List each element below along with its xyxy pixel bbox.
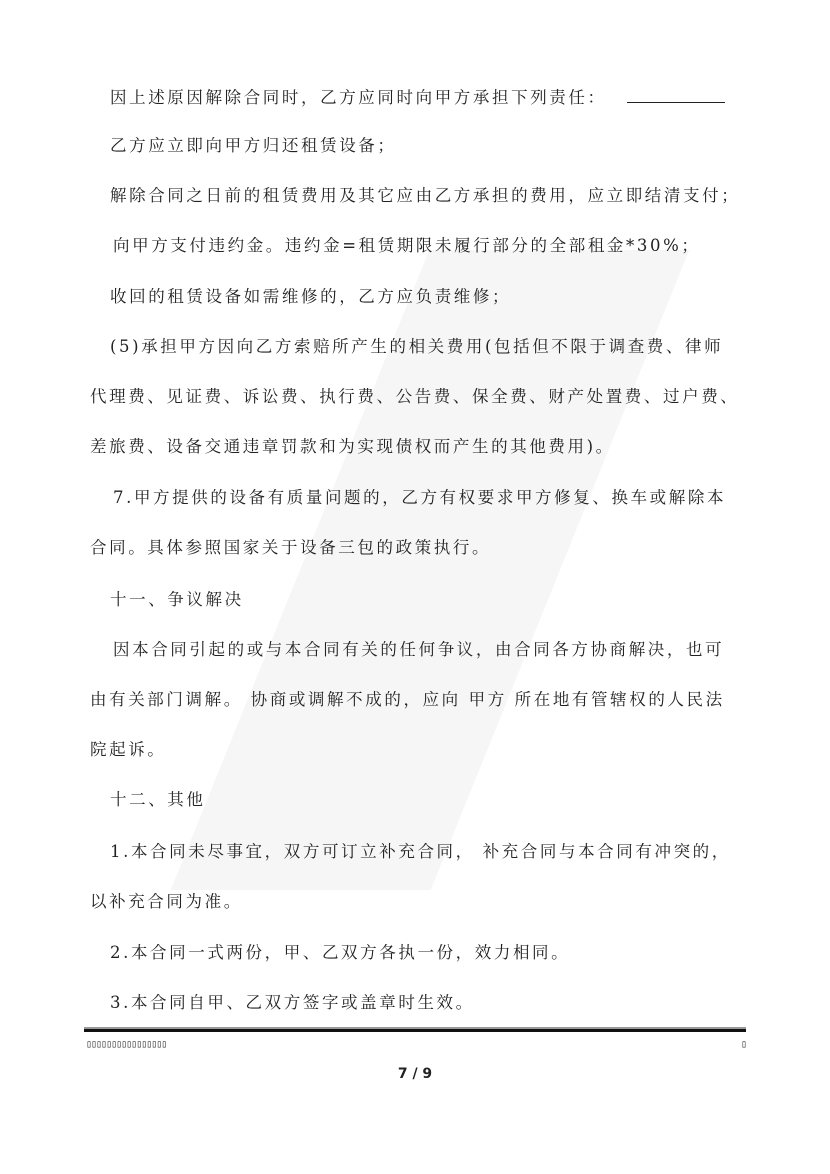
paragraph-line: 解除合同之日前的租赁费用及其它应由乙方承担的费用，应立即结清支付； (110, 186, 741, 205)
paragraph-line: 2.本合同一式两份，甲、乙双方各执一份，效力相同。 (110, 943, 571, 962)
blank-underline (627, 86, 725, 103)
footer-divider (84, 1027, 746, 1032)
section-heading: 十一、争议解决 (110, 590, 244, 609)
paragraph-line: 代理费、见证费、诉讼费、执行费、公告费、保全费、财产处置费、过户费、 (90, 387, 740, 406)
paragraph-line: 由有关部门调解。 协商或调解不成的，应向 甲方 所在地有管辖权的人民法 (90, 690, 725, 709)
section-heading: 十二、其他 (110, 790, 206, 809)
footer-left-text: ▯▯▯▯▯▯▯▯▯▯▯▯▯▯▯▯ (86, 1039, 167, 1050)
paragraph-line (110, 86, 725, 109)
paragraph-line: 1.本合同未尽事宜，双方可订立补充合同， 补充合同与本合同有冲突的， (110, 842, 731, 861)
paragraph-line: 差旅费、设备交通违章罚款和为实现债权而产生的其他费用)。 (90, 437, 615, 456)
paragraph-line: 乙方应立即向甲方归还租赁设备； (110, 136, 397, 155)
paragraph-line: 以补充合同为准。 (90, 892, 243, 911)
paragraph-line: 3.本合同自甲、乙双方签字或盖章时生效。 (110, 993, 475, 1012)
paragraph-line: 向甲方支付违约金。违约金=租赁期限未履行部分的全部租金*30%； (113, 236, 701, 255)
line-text: 因上述原因解除合同时，乙方应同时向甲方承担下列责任： (110, 88, 607, 107)
paragraph-line: (5)承担甲方因向乙方索赔所产生的相关费用(包括但不限于调查费、律师 (110, 337, 724, 356)
paragraph-line: 因本合同引起的或与本合同有关的任何争议，由合同各方协商解决，也可 (113, 640, 725, 659)
paragraph-line: 收回的租赁设备如需维修的，乙方应负责维修； (110, 287, 512, 306)
paragraph-line: 合同。具体参照国家关于设备三包的政策执行。 (90, 538, 492, 557)
footer-right-text: ▯ (741, 1039, 747, 1050)
paragraph-line: 7.甲方提供的设备有质量问题的，乙方有权要求甲方修复、换车或解除本 (113, 488, 727, 507)
page-number: 7 / 9 (397, 1066, 433, 1082)
paragraph-line: 院起诉。 (90, 740, 167, 759)
